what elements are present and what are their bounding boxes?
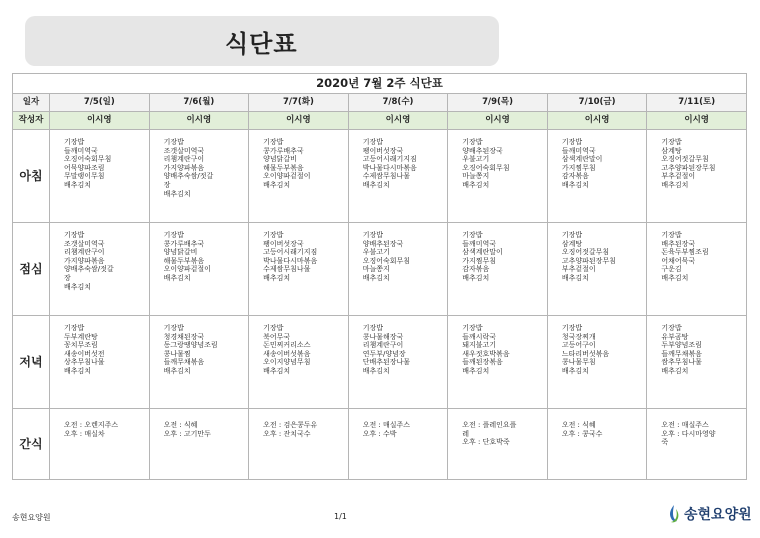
- menu-item: 오후 : 수박: [362, 429, 397, 438]
- lunch-cell: [50, 223, 150, 316]
- dinner-cell: [50, 316, 150, 409]
- breakfast-cell: [149, 130, 249, 223]
- menu-item: 배추김치: [163, 366, 191, 375]
- snack-cell: [50, 409, 150, 480]
- menu-item: 박나물다시마볶음: [362, 163, 417, 172]
- menu-item: 팽이버섯장국: [362, 146, 404, 155]
- menu-item-list: [249, 130, 348, 190]
- menu-item: 마늘쫑지: [362, 265, 390, 274]
- menu-item: 기장밥: [163, 138, 184, 146]
- menu-item: 청국장찌개: [561, 332, 596, 341]
- menu-item: 오징어숙회무침: [462, 163, 510, 172]
- menu-item: 기장밥: [462, 324, 483, 332]
- menu-item: 배추김치: [661, 273, 689, 282]
- menu-item: 양배추숙쌈/젓갈: [163, 172, 214, 181]
- menu-item-list: [349, 316, 448, 376]
- menu-item: 배추김치: [263, 273, 291, 282]
- menu-item-list: [548, 130, 647, 190]
- lunch-label: 점심: [13, 223, 50, 316]
- menu-item: 오후 : 다시마영양: [661, 429, 716, 438]
- menu-item-list: [349, 223, 448, 283]
- date-cell: 7/11(토): [647, 94, 747, 112]
- snack-cell: [647, 409, 747, 480]
- dinner-cell: [547, 316, 647, 409]
- menu-item: 해물두부볶음: [163, 256, 205, 265]
- menu-item: 배추김치: [263, 180, 291, 189]
- menu-item-list: [249, 409, 348, 438]
- menu-item: 무말랭이무침: [64, 172, 105, 181]
- breakfast-cell: [448, 130, 548, 223]
- menu-item: 배추김치: [64, 180, 92, 189]
- menu-item: 기장밥: [462, 138, 483, 146]
- breakfast-cell: [547, 130, 647, 223]
- date-label: 일자: [13, 94, 50, 112]
- menu-item: 장: [163, 180, 171, 189]
- menu-item: 배추된장국: [661, 239, 696, 248]
- menu-item: 수제쌈무침나물: [362, 172, 411, 181]
- menu-item: 들깨된장볶음: [462, 358, 503, 367]
- menu-item-list: [448, 409, 547, 447]
- menu-item: 두부계란탕: [64, 332, 98, 341]
- menu-item: 기장밥: [561, 138, 583, 146]
- menu-item: 오전 : 식혜: [163, 421, 198, 429]
- menu-item: 레: [462, 429, 470, 438]
- menu-item: 기장밥: [362, 324, 383, 332]
- menu-item-list: [150, 130, 249, 198]
- menu-item: 배추김치: [163, 273, 191, 282]
- dinner-cell: [149, 316, 249, 409]
- menu-item-list: [548, 223, 647, 283]
- menu-item: 배추김치: [561, 273, 589, 282]
- menu-item: 오전 : 오렌지주스: [64, 421, 119, 429]
- menu-item: 감자볶음: [462, 265, 490, 274]
- menu-item: 오이양파겉절이: [163, 265, 211, 274]
- menu-item: 기장밥: [561, 324, 583, 332]
- menu-item: 기장밥: [462, 231, 483, 239]
- menu-item: 양배추된장국: [462, 146, 503, 155]
- menu-item: 들깨무채볶음: [661, 349, 702, 358]
- menu-item: 오후 : 고기만두: [163, 429, 211, 438]
- menu-item: 오후 : 잔치국수: [263, 429, 311, 438]
- menu-item-list: [647, 130, 746, 190]
- lunch-cell: [149, 223, 249, 316]
- menu-item: 오징어숙회무침: [362, 256, 411, 265]
- menu-item: 들깨미역국: [561, 146, 596, 155]
- menu-item: 가지찜무침: [462, 256, 497, 265]
- snack-cell: [249, 409, 349, 480]
- menu-item: 유부곰탕: [661, 332, 689, 341]
- author-cell: 이시영: [149, 112, 249, 130]
- menu-item: 오징어젓갈무침: [661, 155, 709, 164]
- logo: [667, 504, 752, 524]
- footer-org: 송현요양원: [12, 513, 51, 522]
- menu-item-list: [249, 316, 348, 376]
- menu-item: 느타리버섯볶음: [561, 349, 610, 358]
- menu-item: 양념닭갈비: [263, 155, 297, 164]
- menu-item: 삼색계란말이: [462, 248, 503, 257]
- breakfast-cell: [249, 130, 349, 223]
- menu-item: 고등어시래기지짐: [362, 155, 417, 164]
- menu-item: 리챔계란구이: [64, 248, 105, 257]
- menu-item: 죽: [661, 438, 669, 447]
- menu-item: 기장밥: [163, 231, 184, 239]
- menu-item: 콩나물무침: [561, 358, 596, 367]
- breakfast-cell: [647, 130, 747, 223]
- menu-item: 새송이버섯전: [64, 349, 105, 358]
- menu-item: 기장밥: [561, 231, 583, 239]
- menu-item: 리챔계란구이: [163, 155, 205, 164]
- menu-item: 새송이버섯볶음: [263, 349, 311, 358]
- menu-item: 배추김치: [163, 189, 191, 198]
- menu-item: 배추김치: [64, 282, 92, 291]
- snack-cell: [547, 409, 647, 480]
- menu-item-list: [647, 223, 746, 283]
- menu-item: 오전 : 플레인요플: [462, 421, 517, 429]
- menu-item: 단배추된장나물: [362, 358, 411, 367]
- menu-item: 돼지불고기: [462, 341, 497, 350]
- menu-item: 기장밥: [362, 138, 383, 146]
- menu-item: 삼계탕: [661, 146, 682, 155]
- menu-item: 오전 : 매실주스: [362, 421, 411, 429]
- menu-item: 기장밥: [263, 324, 284, 332]
- lunch-cell: [348, 223, 448, 316]
- author-label: 작성자: [13, 112, 50, 130]
- date-cell: 7/8(수): [348, 94, 448, 112]
- menu-item: 기장밥: [64, 324, 85, 332]
- menu-item-list: [150, 409, 249, 438]
- menu-item-list: [448, 223, 547, 283]
- dinner-label: 저녁: [13, 316, 50, 409]
- menu-item: 삼계탕: [561, 239, 583, 248]
- menu-item: 기장밥: [163, 324, 184, 332]
- menu-item: 고추양파된장무침: [561, 256, 616, 265]
- date-cell: 7/5(일): [50, 94, 150, 112]
- menu-item: 오이지양념무침: [263, 358, 311, 367]
- author-cell: 이시영: [647, 112, 747, 130]
- table-title: 2020년 7월 2주 식단표: [13, 74, 747, 94]
- menu-item: 어묵양파조림: [64, 163, 105, 172]
- menu-item: 조갯살미역국: [64, 239, 105, 248]
- menu-item: 어채어묵국: [661, 256, 696, 265]
- menu-item: 오징어숙회무침: [64, 155, 112, 164]
- menu-item: 배추김치: [462, 180, 490, 189]
- menu-item: 들깨시락국: [462, 332, 497, 341]
- menu-item: 들깨미역국: [462, 239, 497, 248]
- page-title: 식단표: [225, 30, 298, 58]
- menu-item: 배추김치: [561, 180, 589, 189]
- menu-item: 배추김치: [462, 366, 490, 375]
- author-cell: 이시영: [249, 112, 349, 130]
- menu-item: 고등어구이: [561, 341, 596, 350]
- menu-item-list: [448, 130, 547, 190]
- menu-item-list: [448, 316, 547, 376]
- date-cell: 7/10(금): [547, 94, 647, 112]
- menu-item-list: [349, 130, 448, 190]
- menu-item: 박나물다시마볶음: [263, 256, 318, 265]
- menu-item: 양배추숙쌈/젓갈: [64, 265, 114, 274]
- logo-mark-icon: [667, 504, 681, 524]
- menu-item: 청경채된장국: [163, 332, 205, 341]
- menu-item: 콩나물해장국: [362, 332, 404, 341]
- menu-item: 쌈추무침나물: [661, 358, 702, 367]
- date-cell: 7/9(목): [448, 94, 548, 112]
- menu-item: 돈민찌커리소스: [263, 341, 311, 350]
- lunch-cell: [547, 223, 647, 316]
- date-cell: 7/6(월): [149, 94, 249, 112]
- menu-item: 오이양파겉절이: [263, 172, 311, 181]
- breakfast-cell: [348, 130, 448, 223]
- menu-item: 오전 : 검은콩두유: [263, 421, 318, 429]
- menu-item: 북어무국: [263, 332, 291, 341]
- menu-item: 돈육두부찜조림: [661, 248, 709, 257]
- snack-cell: [149, 409, 249, 480]
- dinner-cell: [647, 316, 747, 409]
- menu-item: 오후 : 단호박죽: [462, 438, 510, 447]
- menu-item: 새우젓호박볶음: [462, 349, 510, 358]
- menu-item: 배추김치: [661, 366, 689, 375]
- menu-item: 기장밥: [64, 231, 85, 239]
- menu-item: 양배추된장국: [362, 239, 404, 248]
- menu-item: 수제쌈무침나물: [263, 265, 311, 274]
- menu-item: 고추양파된장무침: [661, 163, 716, 172]
- menu-item-list: [50, 223, 149, 291]
- menu-item: 장: [64, 273, 71, 282]
- menu-item-list: [50, 316, 149, 376]
- breakfast-cell: [50, 130, 150, 223]
- menu-item: 기장밥: [263, 138, 284, 146]
- menu-item: 오징어젓갈무침: [561, 248, 610, 257]
- menu-item: 기장밥: [263, 231, 284, 239]
- menu-item-list: [150, 316, 249, 376]
- menu-item: 팽이버섯장국: [263, 239, 304, 248]
- menu-item: 오전 : 매실주스: [661, 421, 709, 429]
- lunch-cell: [647, 223, 747, 316]
- menu-item-list: [50, 130, 149, 190]
- snack-cell: [448, 409, 548, 480]
- page-title-box: [25, 16, 499, 66]
- menu-item: 배추김치: [263, 366, 291, 375]
- menu-item: 두부양념조림: [661, 341, 702, 350]
- author-cell: 이시영: [547, 112, 647, 130]
- menu-item: 우불고기: [362, 248, 390, 257]
- menu-item: 배추김치: [561, 366, 589, 375]
- menu-item: 배추김치: [362, 180, 390, 189]
- menu-item: 배추김치: [64, 366, 92, 375]
- menu-item: 콩나물찜: [163, 349, 191, 358]
- menu-item: 부추겉절이: [561, 265, 596, 274]
- menu-item: 상추무침나물: [64, 358, 105, 367]
- menu-item: 양념닭갈비: [163, 248, 198, 257]
- menu-item: 기장밥: [661, 324, 682, 332]
- lunch-cell: [448, 223, 548, 316]
- menu-item: 들깨미역국: [64, 146, 98, 155]
- author-cell: 이시영: [448, 112, 548, 130]
- menu-item: 오후 : 매실차: [64, 429, 105, 438]
- menu-item-list: [349, 409, 448, 438]
- author-cell: 이시영: [50, 112, 150, 130]
- menu-item-list: [249, 223, 348, 283]
- snack-cell: [348, 409, 448, 480]
- menu-item-list: [548, 409, 647, 438]
- menu-item: 꽁치무조림: [64, 341, 98, 350]
- menu-item: 콩가루배추국: [263, 146, 304, 155]
- menu-item: 가지양파볶음: [64, 256, 105, 265]
- menu-item: 기장밥: [661, 231, 682, 239]
- menu-item: 고등어시래기지짐: [263, 248, 318, 257]
- snack-label: 간식: [13, 409, 50, 480]
- menu-item: 동그랑땡양념조림: [163, 341, 218, 350]
- menu-item: 감자볶음: [561, 172, 589, 181]
- date-cell: 7/7(화): [249, 94, 349, 112]
- menu-item: 들깨무채볶음: [163, 358, 205, 367]
- menu-item: 오전 : 식혜: [561, 421, 596, 429]
- menu-table: [12, 73, 747, 480]
- menu-item-list: [647, 409, 746, 447]
- author-cell: 이시영: [348, 112, 448, 130]
- menu-item: 배추김치: [362, 273, 390, 282]
- menu-item: 연두부/양념장: [362, 349, 406, 358]
- menu-item: 기장밥: [661, 138, 682, 146]
- menu-item: 우불고기: [462, 155, 490, 164]
- menu-item-list: [150, 223, 249, 283]
- menu-item: 기장밥: [64, 138, 85, 146]
- menu-item: 오후 : 콩국수: [561, 429, 603, 438]
- menu-item: 구운김: [661, 265, 682, 274]
- menu-item: 배추김치: [362, 366, 390, 375]
- dinner-cell: [249, 316, 349, 409]
- menu-item: 가지양파볶음: [163, 163, 205, 172]
- menu-item: 기장밥: [362, 231, 383, 239]
- dinner-cell: [348, 316, 448, 409]
- menu-item-list: [647, 316, 746, 376]
- menu-item-list: [50, 409, 149, 438]
- menu-item: 조갯살미역국: [163, 146, 205, 155]
- menu-item: 배추김치: [661, 180, 689, 189]
- menu-item: 가지찜무침: [561, 163, 596, 172]
- menu-item: 배추김치: [462, 273, 490, 282]
- menu-item: 해물두부볶음: [263, 163, 304, 172]
- logo-text: 송현요양원: [684, 507, 752, 523]
- menu-item: 리챔계란구이: [362, 341, 404, 350]
- menu-item: 삼색계란말이: [561, 155, 603, 164]
- menu-item: 콩가루배추국: [163, 239, 205, 248]
- lunch-cell: [249, 223, 349, 316]
- menu-item: 부추겉절이: [661, 172, 696, 181]
- menu-item-list: [548, 316, 647, 376]
- footer-page-number: 1/1: [334, 512, 347, 521]
- menu-item: 마늘쫑지: [462, 172, 490, 181]
- dinner-cell: [448, 316, 548, 409]
- breakfast-label: 아침: [13, 130, 50, 223]
